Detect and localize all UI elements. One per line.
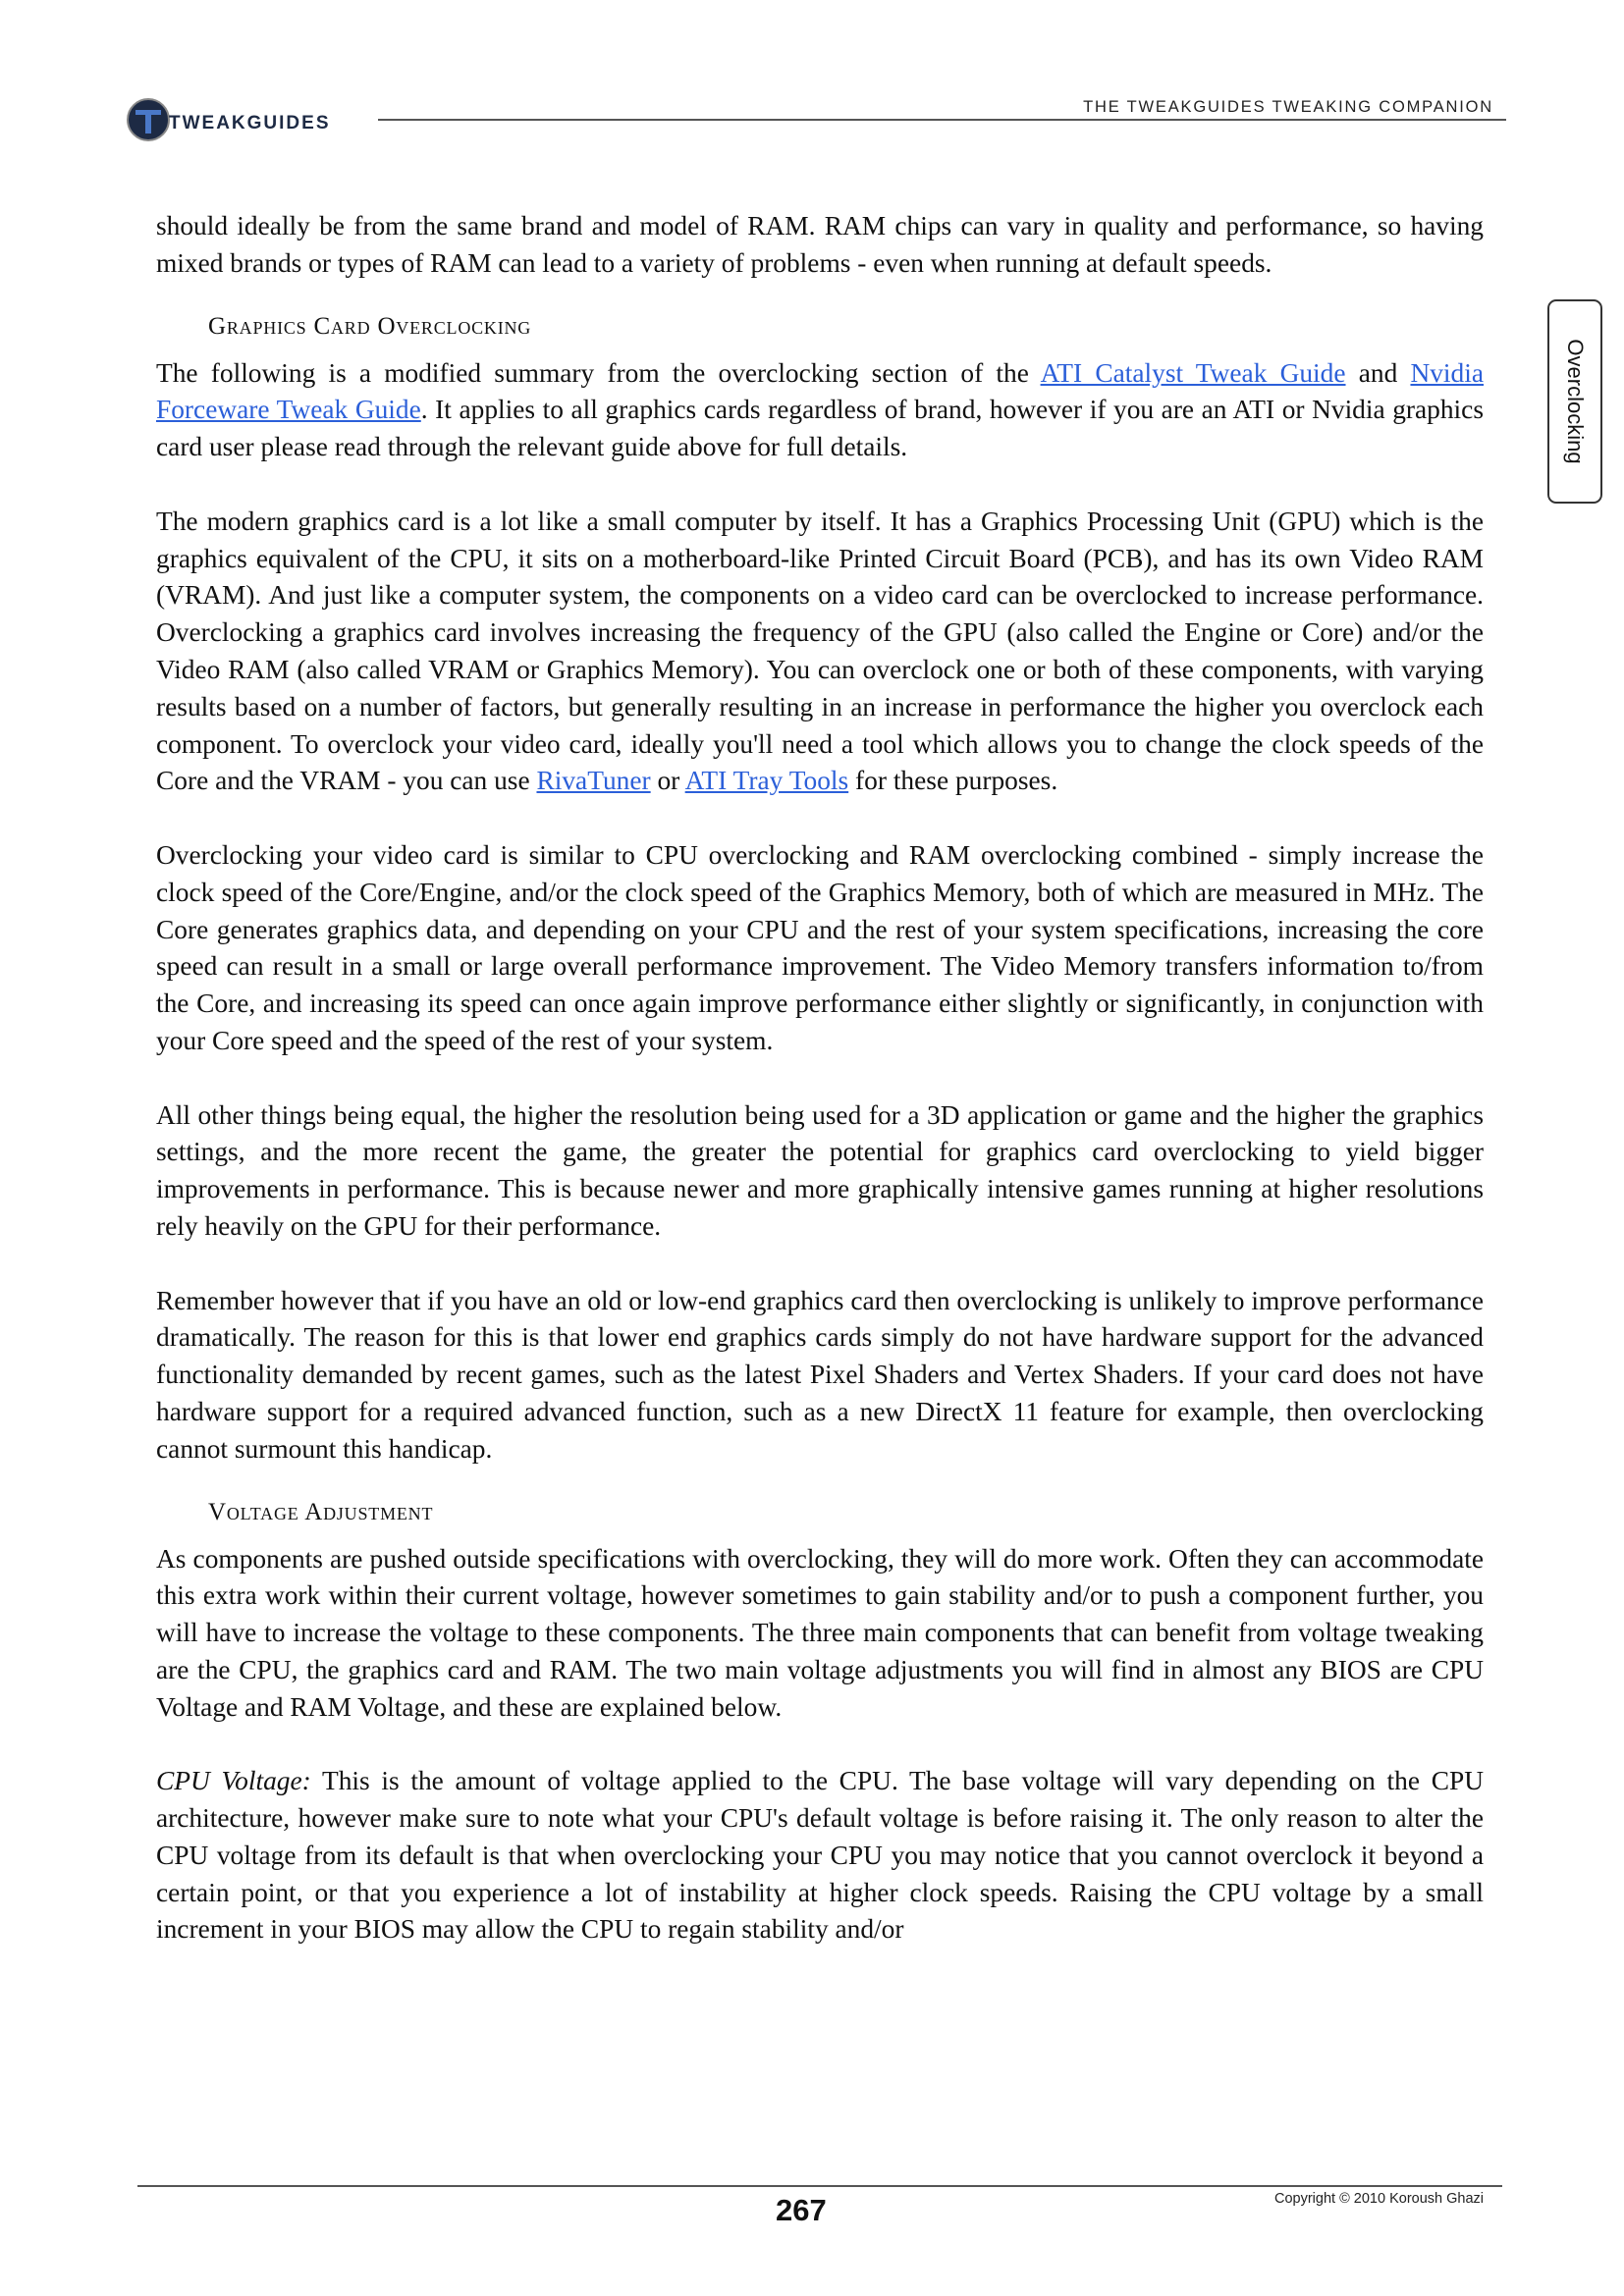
text-span: . It applies to all graphics cards regardless of brand, however if you are an ATI or Nvidia graphics card user please read through the relevant guide above for full details. <box>156 395 1484 462</box>
paragraph-other-things-equal: All other things being equal, the higher the resolution being used for a 3D application or game and the higher the graphics settings, and the more recent the game, the greater the potential for graphics card overclocking to yield bigger improvements in performance. This is because newer and more graphically intensive games running at higher resolutions rely heavily on the GPU for their performance. <box>156 1099 1484 1241</box>
header-rule <box>378 119 1506 121</box>
text-span: The following is a modified summary from the overclocking section of the <box>156 357 1041 388</box>
term-cpu-voltage: CPU Voltage: <box>156 1766 311 1796</box>
text-span: for these purposes. <box>848 766 1058 796</box>
text-span: or <box>650 766 685 796</box>
page-number: 267 <box>776 2193 827 2227</box>
tweakguides-logo <box>126 96 361 143</box>
text-span: and <box>1345 357 1411 388</box>
paragraph-cpu-voltage <box>156 1763 1484 1949</box>
logo-text: TWEAKGUIDES <box>169 113 331 133</box>
paragraph-low-end-cards: Remember however that if you have an old or low-end graphics card then overclocking is unlikely to improve performance dramatically. The reason for this is that lower end graphics cards simply do not have hardware support for the advanced functionality demanded by recent games, such as the latest Pixel Shaders and Vertex Shaders. If your card does not have hardware support for a required advanced function, such as a new DirectX 11 feature for example, then overclocking cannot surmount this handicap. <box>156 1285 1484 1464</box>
link-ati-tray-tools[interactable]: ATI Tray Tools <box>684 766 849 796</box>
footer-rule <box>137 2185 1502 2187</box>
link-rivatuner[interactable]: RivaTuner <box>536 766 651 796</box>
paragraph-summary <box>156 355 1484 466</box>
header-title: THE TWEAKGUIDES TWEAKING COMPANION <box>1083 98 1493 116</box>
text-span: This is the amount of voltage applied to the CPU. The base voltage will vary depending on the CPU architecture, however make sure to note what your CPU's default voltage is before raising it. The only reason to alter the CPU voltage from its default is that when overclocking your CPU you may notice that you cannot overclock it beyond a certain point, or that you experience a lot of instability at higher clock speeds. Raising the CPU voltage by a small increment in your BIOS may allow the CPU to regain stability and/or <box>156 1766 1484 1945</box>
page-content <box>156 208 1484 1949</box>
paragraph-voltage-adjustment: As components are pushed outside specifications with overclocking, they will do more work. Often they can accommodate this extra work within their current voltage, however sometimes to gain stability and/or to push a component further, you will have to increase the voltage to these components. The three main components that can benefit from voltage tweaking are the CPU, the graphics card and RAM. The two main voltage adjustments you will find in almost any BIOS are CPU Voltage and RAM Voltage, and these are explained below. <box>156 1543 1484 1722</box>
text-span: The modern graphics card is a lot like a small computer by itself. It has a Graphics Processing Unit (GPU) which is the graphics equivalent of the CPU, it sits on a motherboard-like Printed Circuit Board (PCB), and has its own Video RAM (VRAM). And just like a computer system, the components on a video card can be overclocked to increase performance. Overclocking a graphics card involves increasing the frequency of the GPU (also called the Engine or Core) and/or the Video RAM (also called VRAM or Graphics Memory). You can overclock one or both of these components, with varying results based on a number of factors, but generally resulting in an increase in performance the higher you overclock each component. To overclock your video card, ideally you'll need a tool which allows you to change the clock speeds of the Core and the VRAM - you can use <box>156 506 1484 796</box>
section-tab <box>1547 299 1602 504</box>
heading-graphics-card-overclocking: Graphics Card Overclocking <box>208 312 532 340</box>
heading-voltage-adjustment: Voltage Adjustment <box>208 1498 434 1525</box>
paragraph-overclocking-video-card: Overclocking your video card is similar to CPU overclocking and RAM overclocking combined - simply increase the clock speed of the Core/Engine, and/or the clock speed of the Graphics Memory, both of which are measured in MHz. The Core generates graphics data, and depending on your CPU and the rest of your system specifications, increasing the core speed can result in a small or large overall performance improvement. The Video Memory transfers information to/from the Core, and increasing its speed can once again improve performance either slightly or significantly, in conjunction with your Core speed and the speed of the rest of your system. <box>156 839 1484 1055</box>
paragraph-modern-graphics-card <box>156 504 1484 800</box>
link-nvidia-forceware-tweak-guide[interactable]: Nvidia Forceware Tweak Guide <box>156 357 1485 425</box>
paragraph-intro: should ideally be from the same brand and model of RAM. RAM chips can vary in quality and performance, so having mixed brands or types of RAM can lead to a variety of problems - even when running at default speeds. <box>156 211 1484 278</box>
link-ati-catalyst-tweak-guide[interactable]: ATI Catalyst Tweak Guide <box>1040 357 1346 388</box>
copyright-notice: Copyright © 2010 Koroush Ghazi <box>1274 2191 1484 2207</box>
section-tab-label: Overclocking <box>1563 339 1588 464</box>
